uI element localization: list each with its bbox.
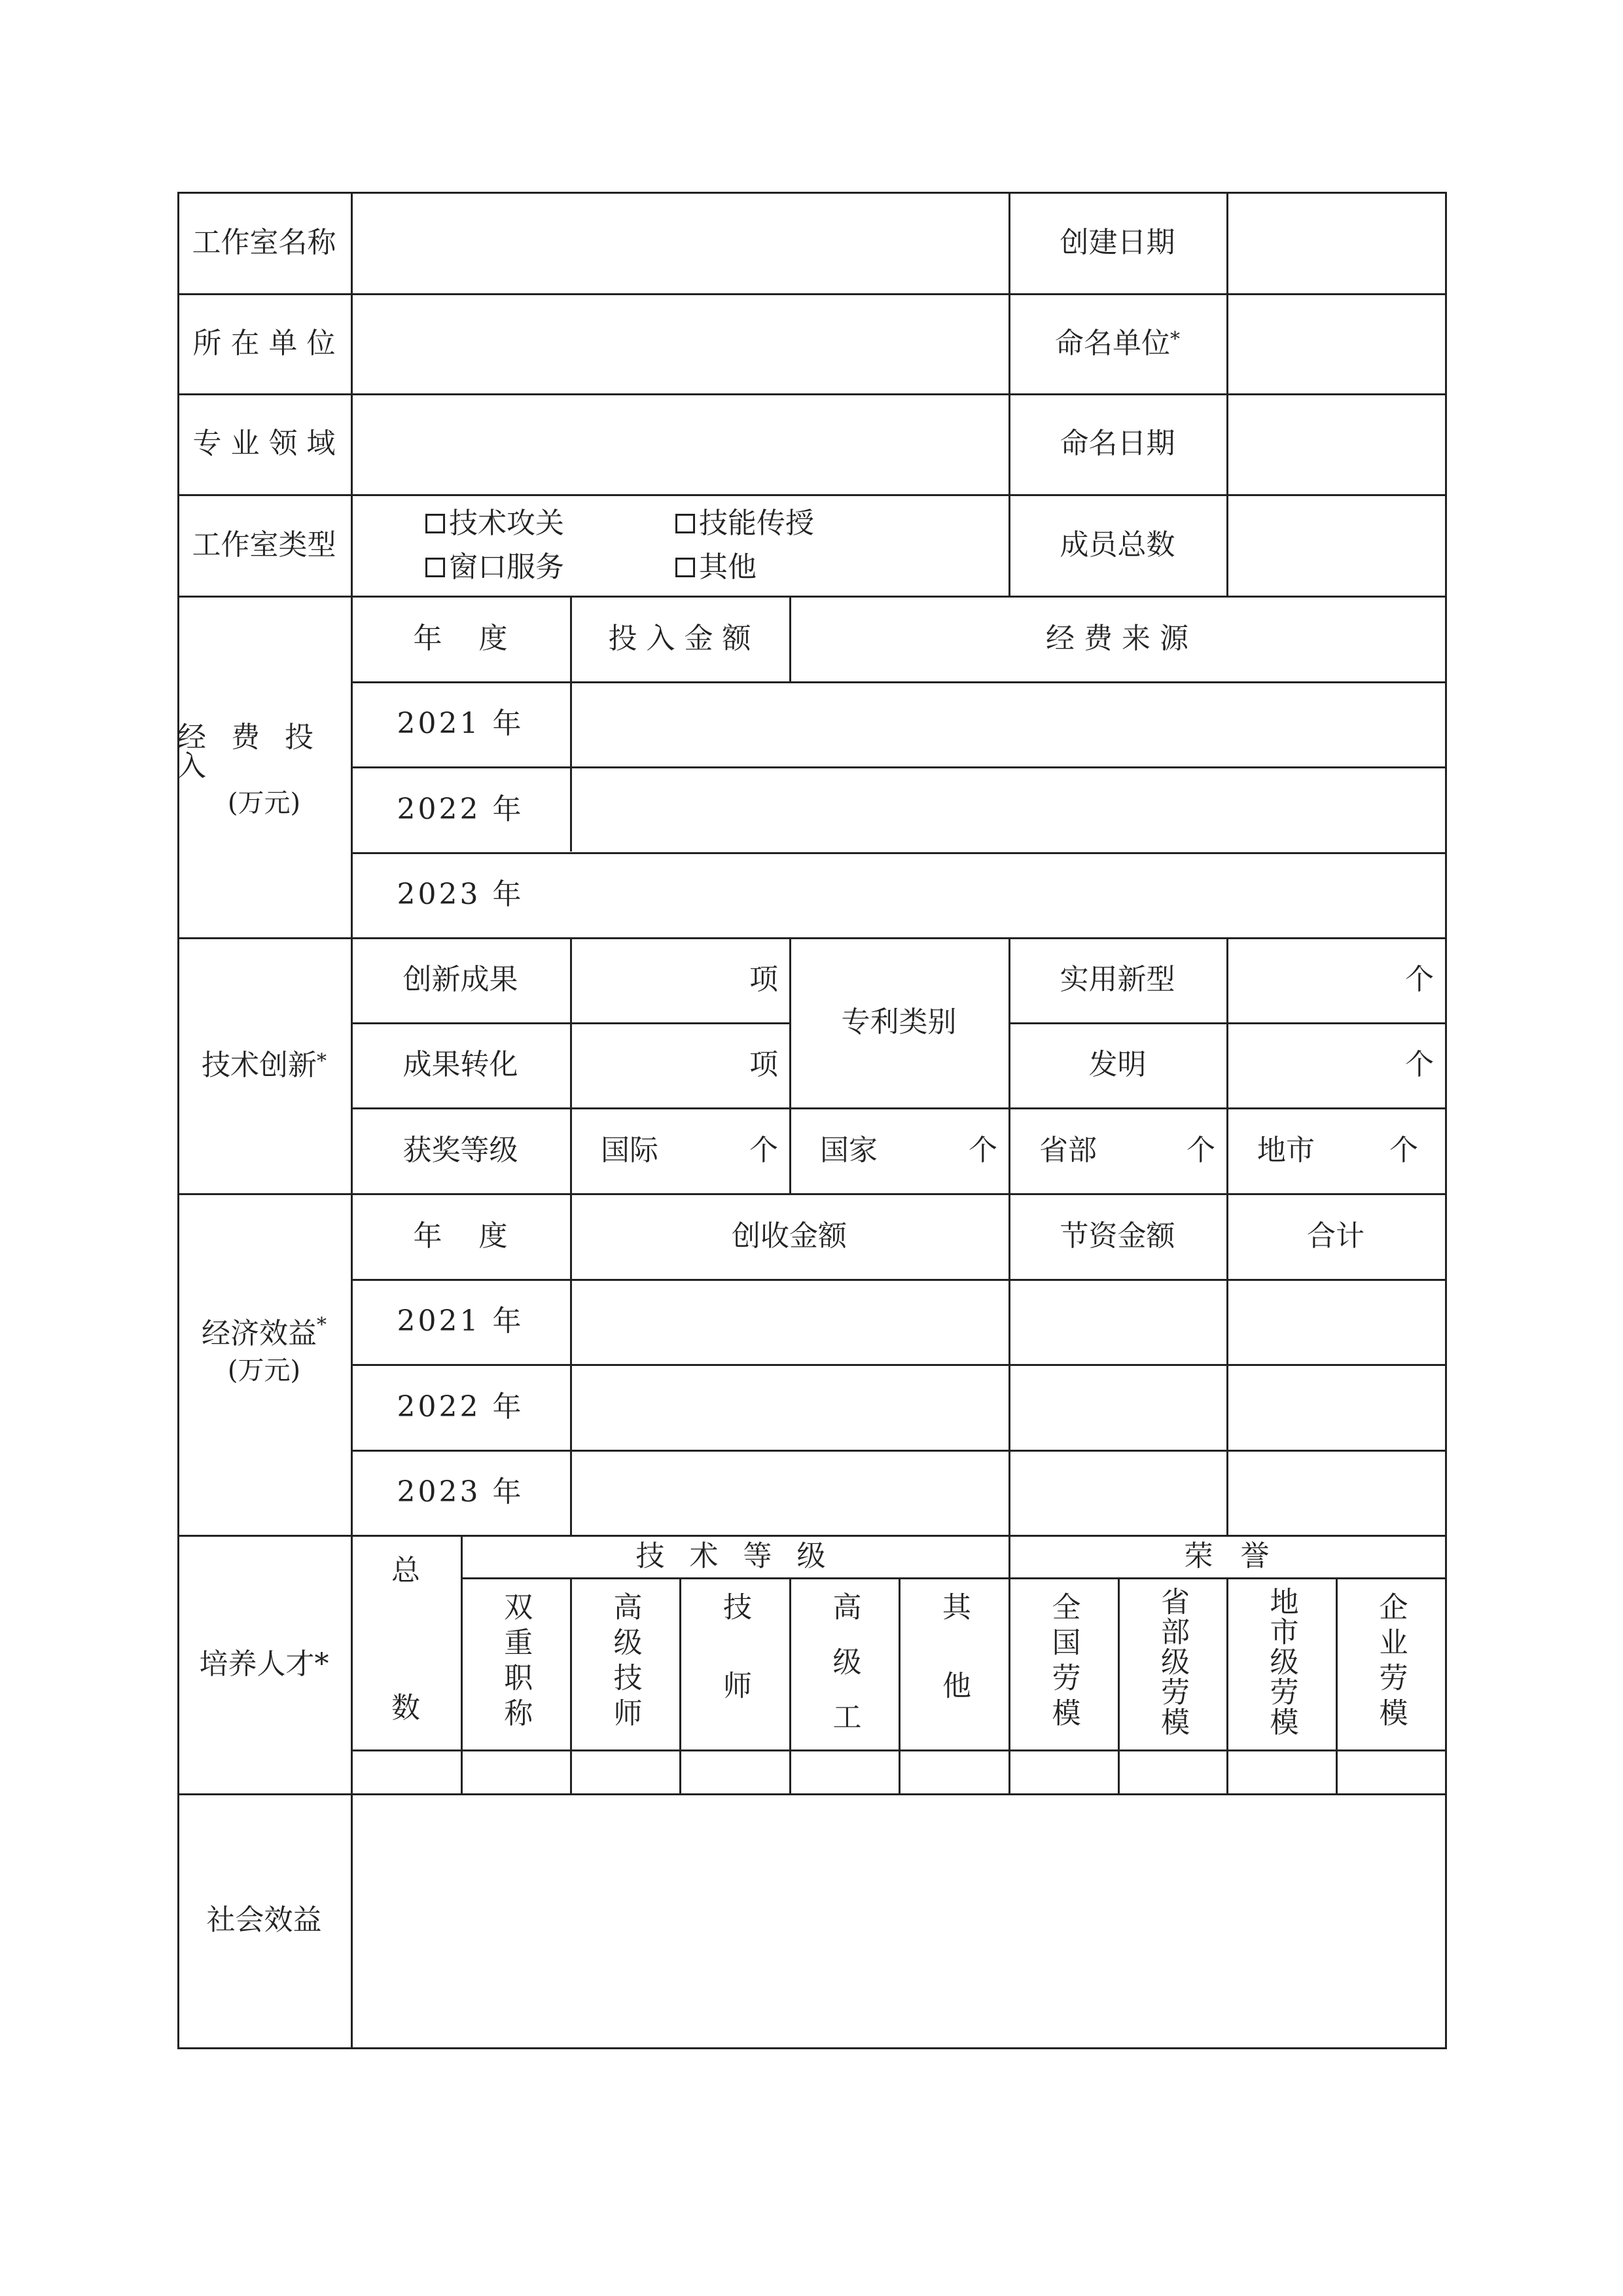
required-asterisk: * — [1170, 327, 1180, 351]
col-other-text: 其他 — [937, 1592, 971, 1749]
label-funding-text: 经 费 投 入 — [177, 721, 321, 783]
rule — [177, 393, 1447, 395]
label-unit: 所 在 单 位 — [192, 326, 336, 360]
option-label: 技能传授 — [699, 507, 814, 540]
rule — [1445, 192, 1447, 2049]
label-studio-type: 工作室类型 — [192, 528, 336, 562]
label-studio-name: 工作室名称 — [192, 225, 336, 259]
header-fund-source: 经 费 来 源 — [1046, 621, 1188, 655]
col-national-model-text: 全国劳模 — [1046, 1592, 1080, 1733]
label-naming-unit-text: 命名单位 — [1055, 326, 1170, 360]
header-year: 年 度 — [413, 621, 508, 655]
checkbox-icon[interactable] — [425, 514, 445, 533]
label-economic-benefit-text: 经济效益 — [202, 1317, 317, 1350]
col-enterprise-model — [1336, 1592, 1445, 1733]
year-2021: 2021 年 — [397, 707, 524, 740]
unit-item: 项 — [749, 1048, 778, 1081]
col-senior-worker-text: 高级工 — [827, 1592, 861, 1757]
checkbox-icon[interactable] — [675, 514, 695, 533]
col-enterprise-model-text: 企业劳模 — [1374, 1592, 1408, 1733]
label-patent-type: 专利类别 — [841, 1005, 957, 1039]
label-field: 专 业 领 域 — [192, 427, 336, 460]
label-economic-benefit — [177, 1314, 351, 1386]
year-2021: 2021 年 — [397, 1304, 524, 1338]
col-senior-technician-text: 高级技师 — [608, 1592, 642, 1733]
label-tech-innovation-text: 技术创新 — [202, 1048, 317, 1082]
label-national: 国家 — [820, 1133, 878, 1167]
unit-count: 个 — [1405, 1048, 1434, 1081]
checkbox-option-tech[interactable] — [425, 504, 674, 543]
checkbox-option-other[interactable] — [675, 548, 924, 587]
rule — [177, 192, 1447, 194]
unit-item: 项 — [749, 963, 778, 996]
col-dual-title — [461, 1592, 570, 1733]
header-invest-amount: 投 入 金 额 — [608, 621, 751, 655]
option-label: 窗口服务 — [449, 550, 564, 584]
header-honor: 荣 誉 — [1184, 1539, 1270, 1573]
label-invention: 发明 — [1088, 1048, 1147, 1081]
checkbox-icon[interactable] — [425, 558, 445, 577]
year-2023: 2023 年 — [397, 1475, 524, 1509]
col-senior-worker — [789, 1592, 899, 1757]
rule — [461, 1577, 1447, 1579]
checkbox-icon[interactable] — [675, 558, 695, 577]
option-label: 其他 — [699, 550, 757, 584]
rule — [177, 1793, 1447, 1795]
label-tech-innovation — [177, 937, 351, 1193]
col-technician — [679, 1592, 789, 1749]
year-2022: 2022 年 — [397, 792, 524, 826]
label-total-shu: 数 — [391, 1691, 420, 1725]
unit-count: 个 — [969, 1133, 997, 1167]
col-city-model — [1226, 1587, 1336, 1737]
required-asterisk: * — [317, 1314, 327, 1336]
label-provincial: 省部 — [1039, 1133, 1097, 1167]
label-member-count: 成员总数 — [1060, 528, 1175, 562]
header-income-amount: 创收金额 — [732, 1219, 847, 1253]
col-provincial-model-text: 省部级劳模 — [1156, 1587, 1189, 1737]
header-saving-amount: 节资金额 — [1060, 1219, 1175, 1253]
rule — [177, 2047, 1447, 2049]
col-other — [899, 1592, 1008, 1749]
col-dual-title-text: 双重职称 — [499, 1592, 533, 1733]
col-city-model-text: 地市级劳模 — [1264, 1587, 1298, 1737]
col-senior-technician — [570, 1592, 679, 1733]
rule — [177, 293, 1447, 295]
year-2022: 2022 年 — [397, 1390, 524, 1424]
label-funding — [177, 723, 351, 816]
label-wan-yuan: (万元) — [227, 1355, 301, 1386]
label-result-transform: 成果转化 — [402, 1048, 518, 1081]
option-label: 技术攻关 — [449, 507, 564, 540]
label-naming-unit — [1008, 293, 1226, 393]
label-city: 地市 — [1257, 1133, 1315, 1167]
unit-count: 个 — [749, 1133, 778, 1167]
label-utility-model: 实用新型 — [1060, 963, 1175, 996]
checkbox-option-skill[interactable] — [675, 504, 924, 543]
header-tech-level: 技 术 等 级 — [635, 1539, 834, 1573]
label-social-benefit: 社会效益 — [206, 1903, 322, 1937]
label-wan-yuan: (万元) — [227, 788, 301, 818]
col-provincial-model — [1118, 1587, 1226, 1737]
unit-count: 个 — [1186, 1133, 1215, 1167]
label-total-zong: 总 — [391, 1554, 420, 1587]
checkbox-option-window[interactable] — [425, 548, 674, 587]
col-technician-text: 技师 — [718, 1592, 751, 1749]
unit-count: 个 — [1389, 1133, 1418, 1167]
label-intl: 国际 — [601, 1133, 658, 1167]
label-founded-date: 创建日期 — [1060, 225, 1175, 259]
header-total: 合计 — [1307, 1219, 1364, 1253]
label-award-level: 获奖等级 — [402, 1133, 518, 1167]
header-year: 年 度 — [413, 1219, 508, 1253]
unit-count: 个 — [1405, 963, 1434, 996]
label-innovation-results: 创新成果 — [402, 963, 518, 996]
rule — [1226, 192, 1228, 598]
label-naming-date: 命名日期 — [1060, 427, 1175, 460]
rule — [177, 494, 1447, 496]
required-asterisk: * — [317, 1049, 327, 1073]
year-2023: 2023 年 — [397, 878, 524, 911]
col-national-model — [1008, 1592, 1118, 1733]
label-talent: 培养人才* — [199, 1647, 329, 1681]
